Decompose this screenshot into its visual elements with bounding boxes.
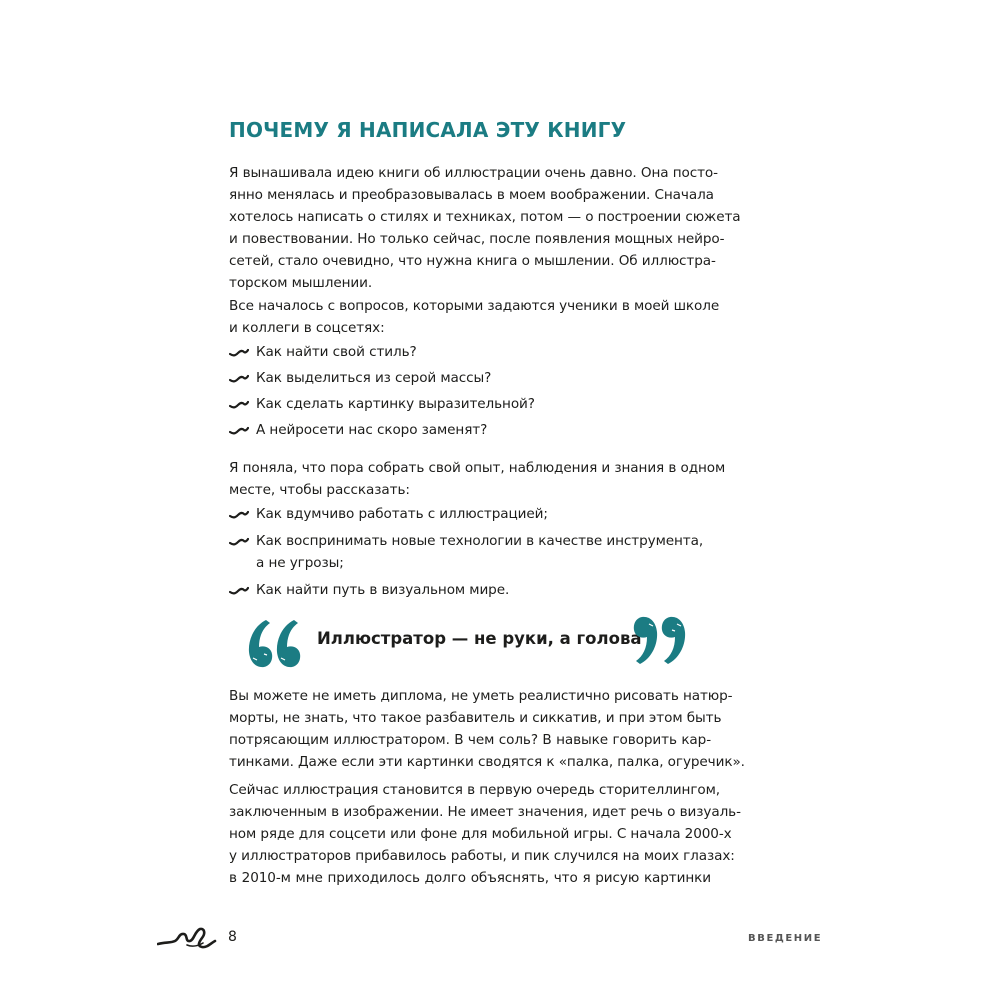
close-quote-icon — [632, 612, 690, 670]
text-line: тинками. Даже если эти картинки сводятся к «палка, палка, огуречик». — [229, 754, 745, 770]
list-item-text: Как вдумчиво работать с иллюстрацией; — [256, 506, 548, 522]
text-line: ном ряде для соцсети или фоне для мобильной игры. С начала 2000-х — [229, 826, 732, 842]
list-item — [229, 530, 711, 574]
pull-quote: Иллюстратор — не руки, а голова — [317, 629, 642, 648]
text-line: у иллюстраторов прибавилось работы, и пик случился на моих глазах: — [229, 848, 735, 864]
list-item-text: Как воспринимать новые технологии в качестве инструмента, — [256, 533, 704, 549]
text-line: заключенным в изображении. Не имеет значения, идет речь о визуаль- — [229, 804, 741, 820]
text-line: в 2010-м мне приходилось долго объяснять, что я рисую картинки — [229, 870, 711, 886]
text-line: Я поняла, что пора собрать свой опыт, наблюдения и знания в одном — [229, 460, 726, 476]
list-item-text: Как сделать картинку выразительной? — [256, 396, 535, 412]
brush-stroke-bullet-icon — [229, 373, 249, 383]
running-section-label: ВВЕДЕНИЕ — [748, 933, 823, 944]
paragraph-goals-intro — [229, 457, 726, 501]
text-line: торском мышлении. — [229, 275, 373, 291]
brush-stroke-bullet-icon — [229, 536, 249, 546]
text-line: Сейчас иллюстрация становится в первую очередь сторителлингом, — [229, 782, 720, 798]
paragraph-diploma — [229, 685, 745, 773]
list-item — [229, 393, 711, 415]
list-item-text: Как найти путь в визуальном мире. — [256, 582, 510, 598]
text-line: Все началось с вопросов, которыми задаются ученики в моей школе — [229, 298, 720, 314]
open-quote-icon — [244, 614, 302, 672]
brush-stroke-bullet-icon — [229, 585, 249, 595]
list-item-text: А нейросети нас скоро заменят? — [256, 422, 488, 438]
text-line: Вы можете не иметь диплома, не уметь реалистично рисовать натюр- — [229, 688, 733, 704]
brush-stroke-bullet-icon — [229, 509, 249, 519]
text-line: месте, чтобы рассказать: — [229, 482, 410, 498]
page-number: 8 — [228, 929, 237, 945]
section-title: ПОЧЕМУ Я НАПИСАЛА ЭТУ КНИГУ — [229, 118, 627, 142]
list-item — [229, 503, 711, 525]
goals-list — [229, 503, 711, 601]
list-item — [229, 367, 711, 389]
text-line: янно менялась и преобразовывалась в моем воображении. Сначала — [229, 187, 714, 203]
paragraph-questions-intro — [229, 295, 720, 339]
list-item — [229, 341, 711, 363]
list-item-text: Как найти свой стиль? — [256, 344, 417, 360]
paragraph-intro — [229, 162, 741, 294]
list-item-text: а не угрозы; — [256, 555, 344, 571]
paragraph-storytelling — [229, 779, 741, 889]
text-line: сетей, стало очевидно, что нужна книга о мышлении. Об иллюстра- — [229, 253, 716, 269]
text-line: Я вынашивала идею книги об иллюстрации очень давно. Она посто- — [229, 165, 718, 181]
text-line: морты, не знать, что такое разбавитель и сиккатив, и при этом быть — [229, 710, 722, 726]
text-line: потрясающим иллюстратором. В чем соль? В навыке говорить кар- — [229, 732, 711, 748]
list-item — [229, 419, 711, 441]
list-item-text: Как выделиться из серой массы? — [256, 370, 492, 386]
brush-stroke-bullet-icon — [229, 425, 249, 435]
brush-stroke-bullet-icon — [229, 399, 249, 409]
questions-list — [229, 341, 711, 441]
brush-scribble-icon — [157, 925, 217, 951]
brush-stroke-bullet-icon — [229, 347, 249, 357]
text-line: и повествовании. Но только сейчас, после появления мощных нейро- — [229, 231, 725, 247]
text-line: и коллеги в соцсетях: — [229, 320, 385, 336]
text-line: хотелось написать о стилях и техниках, потом — о построении сюжета — [229, 209, 741, 225]
list-item — [229, 579, 711, 601]
